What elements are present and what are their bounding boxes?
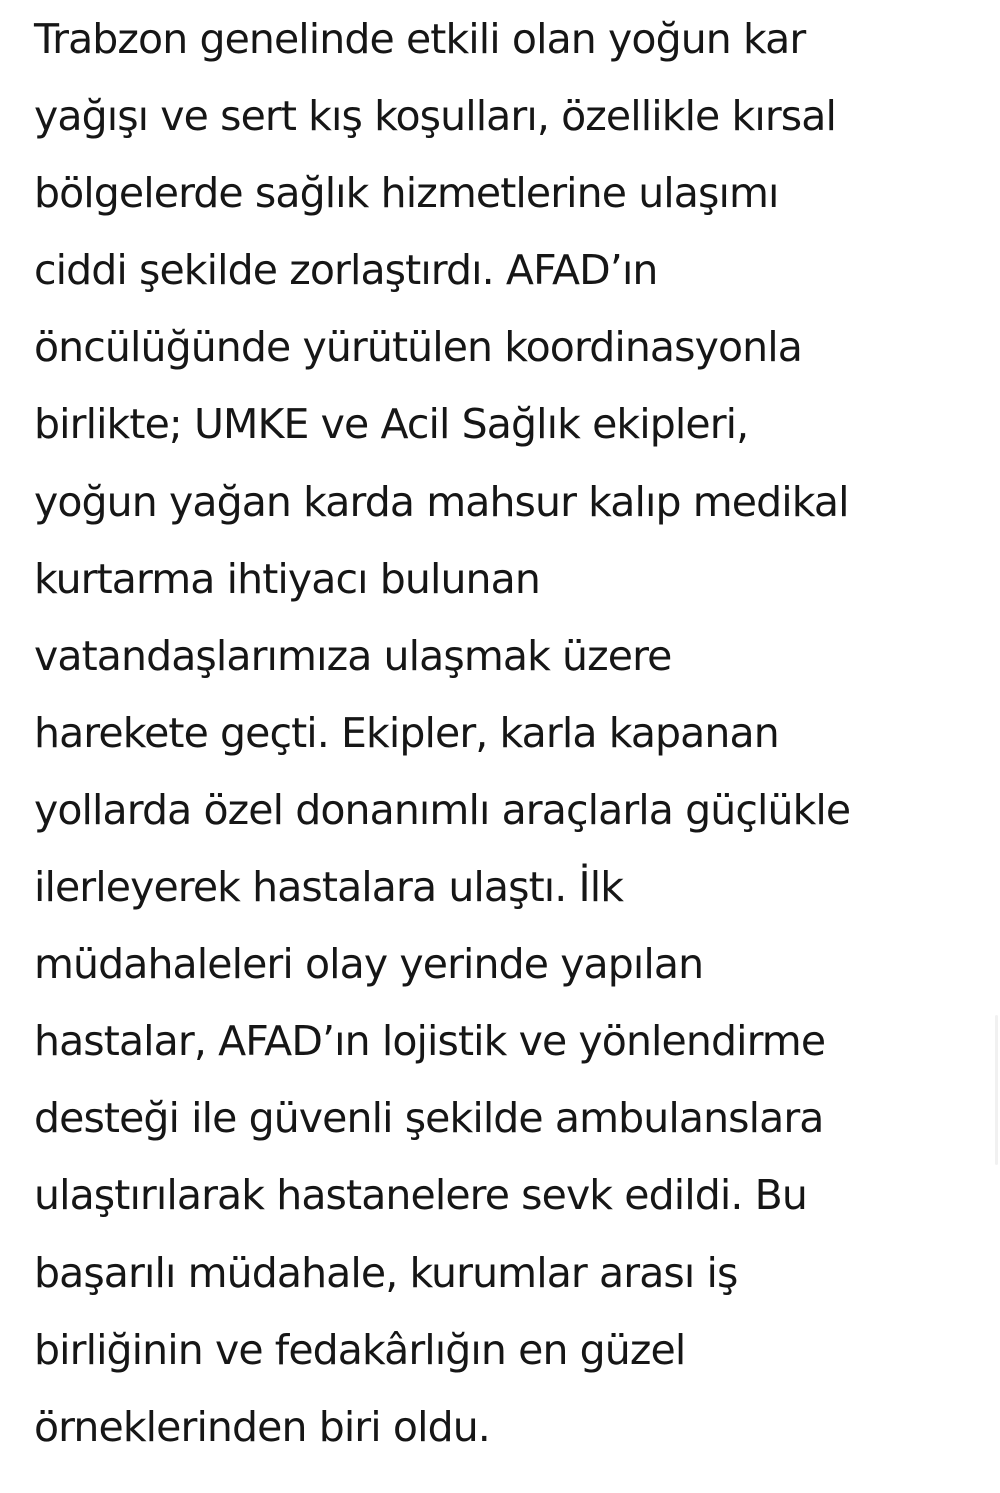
article-line-4: ciddi şekilde zorlaştırdı. AFAD’ın	[34, 246, 658, 295]
article-line-5: öncülüğünde yürütülen koordinasyonla	[34, 323, 802, 372]
article-line-12: ilerleyerek hastalara ulaştı. İlk	[34, 863, 624, 912]
article-line-11: yollarda özel donanımlı araçlarla güçlükle	[34, 785, 851, 834]
article-body	[34, 0, 984, 1465]
article-line-1: Trabzon genelinde etkili olan yoğun kar	[34, 15, 806, 63]
article-line-19: örneklerinden biri oldu.	[34, 1402, 490, 1451]
article-line-2: yağışı ve sert kış koşulları, özellikle kırsal	[34, 92, 836, 141]
article-line-17: başarılı müdahale, kurumlar arası iş	[34, 1248, 738, 1297]
article-line-10: harekete geçti. Ekipler, karla kapanan	[34, 708, 779, 757]
article-line-6: birlikte; UMKE ve Acil Sağlık ekipleri,	[34, 400, 749, 449]
article-line-13: müdahaleleri olay yerinde yapılan	[34, 940, 704, 989]
article-line-9: vatandaşlarımıza ulaşmak üzere	[34, 631, 672, 680]
article-line-18: birliğinin ve fedakârlığın en güzel	[34, 1325, 686, 1374]
article-line-3: bölgelerde sağlık hizmetlerine ulaşımı	[34, 169, 779, 218]
article-line-16: ulaştırılarak hastanelere sevk edildi. Bu	[34, 1171, 807, 1220]
article-line-8: kurtarma ihtiyacı bulunan	[34, 554, 540, 603]
article-line-15: desteği ile güvenli şekilde ambulanslara	[34, 1094, 824, 1143]
article-line-7: yoğun yağan karda mahsur kalıp medikal	[34, 477, 849, 526]
scrollbar[interactable]	[995, 1015, 998, 1165]
article-line-14: hastalar, AFAD’ın lojistik ve yönlendirme	[34, 1017, 826, 1066]
